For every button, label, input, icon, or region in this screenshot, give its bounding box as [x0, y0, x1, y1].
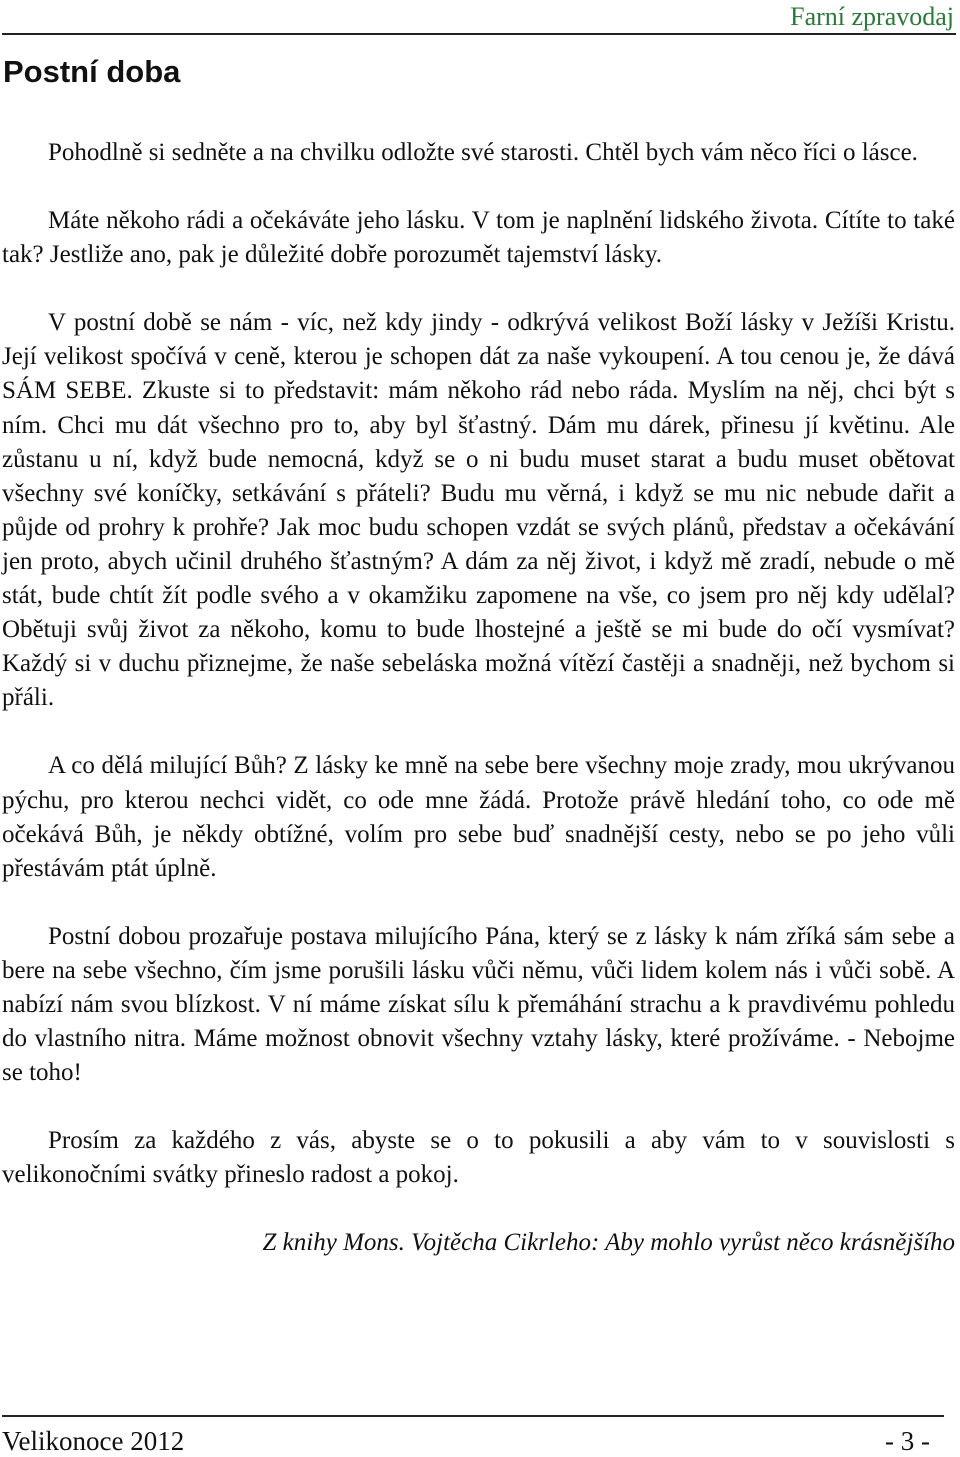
publication-name: Farní zpravodaj: [790, 2, 954, 31]
source-attribution: Z knihy Mons. Vojtěcha Cikrleho: Aby mohlo vyrůst něco krásnějšího: [262, 1229, 955, 1257]
paragraph-intro: Pohodlně si sedněte a na chvilku odložte své starosti. Chtěl bych vám něco říci o lásce.: [48, 139, 918, 166]
article-title: Postní doba: [3, 54, 181, 89]
page-number: - 3 -: [885, 1426, 930, 1456]
article-body: [2, 136, 955, 1295]
paragraph-lord: Postní dobou prozařuje postava milujícího Pána, který se z lásky k nám zříká sám sebe a bere na sebe všechno, čím jsme porušili lásku vůči němu, vůči lidem kolem nás i vůči sobě. A nabízí nám svou blízkost. V ní máme získat sílu k přemáhání strachu a k pravdivému pohledu do vlastního nitra. Máme možnost obnovit všechny vztahy lásky, které prožíváme. - Nebojme se toho!: [2, 922, 955, 1087]
page-footer: [2, 1425, 930, 1457]
paragraph-request: Prosím za každého z vás, abyste se o to pokusili a aby vám to v souvislosti s velikonočními svátky přineslo radost a pokoj.: [2, 1127, 955, 1189]
footer-divider: [2, 1415, 944, 1417]
header-divider: [2, 33, 956, 35]
paragraph-lent: V postní době se nám - víc, než kdy jindy - odkrývá velikost Boží lásky v Ježíši Kristu. Její velikost spočívá v ceně, kterou je schopen dát za naše vykoupení. A tou cenou je, že dává SÁM SEBE. Zkuste si to představit: mám někoho rád nebo ráda. Myslím na něj, chci být s ním. Chci mu dát všechno pro to, aby byl šťastný. Dám mu dárek, přinesu jí květinu. Ale zůstanu u ní, když bude nemocná, když se o ni budu muset starat a budu muset obětovat všechny své koníčky, setkávání s přáteli? Budu mu věrná, i když se mu nic nebude dařit a půjde od prohry k prohře? Jak moc budu schopen vzdát se svých plánů, představ a očekávání jen proto, abych učinil druhého šťastným? A dám za něj život, i když mě zradí, nebude o mě stát, bude chtít žít podle svého a v okamžiku zapomene na vše, co jsem pro něj kdy udělal? Obětuji svůj život za někoho, komu to bude lhostejné a ještě se mi bude do očí vysmívat? Každý si v duchu přiznejme, že naše sebeláska možná vítězí častěji a snadněji, než bychom si přáli.: [2, 309, 955, 712]
paragraph-love: Máte někoho rádi a očekáváte jeho lásku. V tom je naplnění lidského života. Cítíte to také tak? Jestliže ano, pak je důležité dobře porozumět tajemství lásky.: [2, 207, 955, 269]
issue-label: Velikonoce 2012: [2, 1426, 185, 1456]
paragraph-loving-god: A co dělá milující Bůh? Z lásky ke mně na sebe bere všechny moje zrady, mou ukrývanou pýchu, pro kterou nechci vidět, co ode mne žádá. Protože právě hledání toho, co ode mě očekává Bůh, je někdy obtížné, volím pro sebe buď snadnější cesty, nebo se po jeho vůli přestávám ptát úplně.: [2, 752, 955, 882]
